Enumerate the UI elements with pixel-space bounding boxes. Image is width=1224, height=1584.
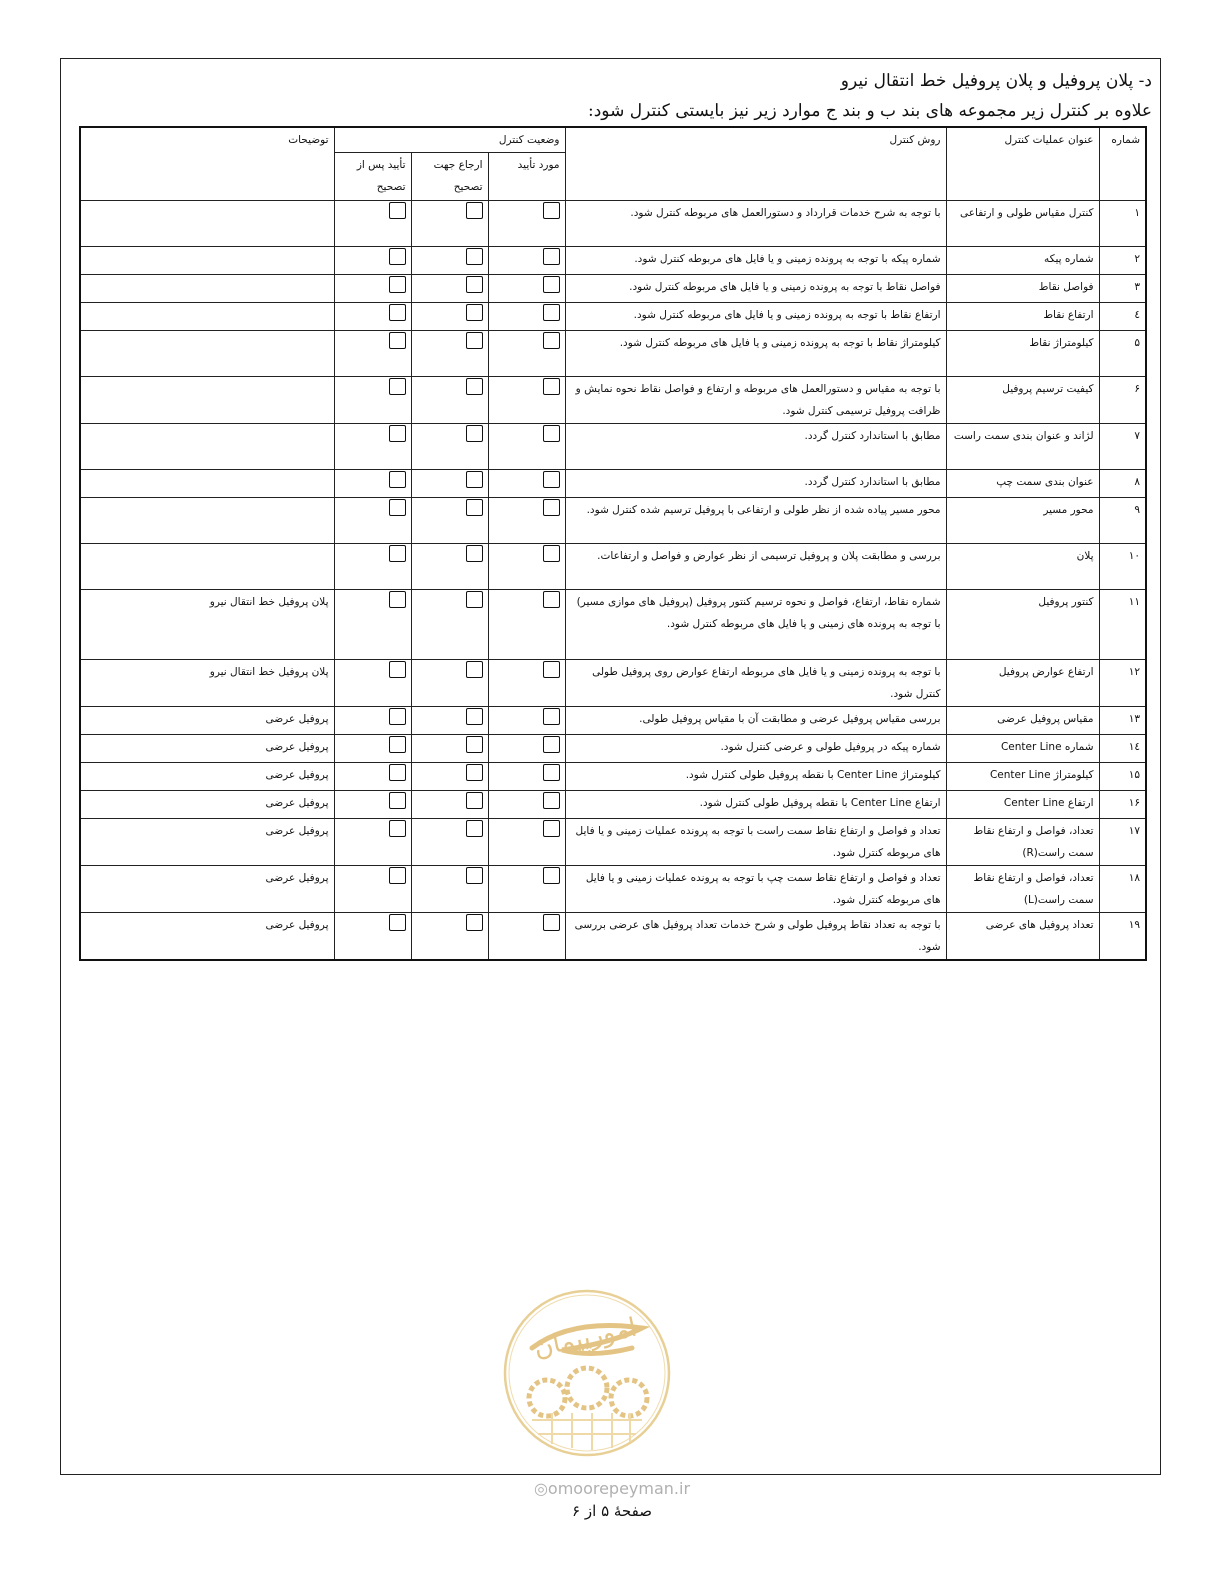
return-checkbox-cell: [411, 913, 488, 961]
row-note: پروفیل عرضی: [80, 819, 334, 866]
header-approved-after: تأیید پس از تصحیح: [334, 153, 411, 201]
row-number: ۶: [1099, 377, 1146, 424]
approved-checkbox[interactable]: [543, 661, 560, 678]
row-title: شماره Center Line: [946, 735, 1099, 763]
row-method: تعداد و فواصل و ارتفاع نقاط سمت چپ با توجه به پرونده عملیات زمینی و یا فایل های مربوطه کنترل شود.: [565, 866, 946, 913]
approved-checkbox[interactable]: [543, 591, 560, 608]
approved-after-checkbox[interactable]: [389, 591, 406, 608]
approved-checkbox[interactable]: [543, 332, 560, 349]
row-method: شماره پیکه با توجه به پرونده زمینی و یا فایل های مربوطه کنترل شود.: [565, 247, 946, 275]
return-checkbox-cell: [411, 866, 488, 913]
row-number: ۱۸: [1099, 866, 1146, 913]
row-number: ۸: [1099, 470, 1146, 498]
approved-after-checkbox-cell: [334, 791, 411, 819]
row-method: با توجه به مقیاس و دستورالعمل های مربوطه و ارتفاع و فواصل نقاط نحوه نمایش و ظرافت پروفیل ترسیمی کنترل شود.: [565, 377, 946, 424]
table-row: [80, 498, 1146, 544]
table-row: [80, 470, 1146, 498]
approved-after-checkbox[interactable]: [389, 867, 406, 884]
header-notes: توضیحات: [80, 127, 334, 201]
approved-after-checkbox[interactable]: [389, 332, 406, 349]
approved-checkbox-cell: [488, 866, 565, 913]
row-title: ارتفاع نقاط: [946, 303, 1099, 331]
row-note: [80, 331, 334, 377]
row-method: مطابق با استاندارد کنترل گردد.: [565, 470, 946, 498]
approved-checkbox-cell: [488, 590, 565, 660]
approved-after-checkbox[interactable]: [389, 378, 406, 395]
row-note: [80, 201, 334, 247]
return-checkbox[interactable]: [466, 425, 483, 442]
table-row: [80, 303, 1146, 331]
table-row: [80, 590, 1146, 660]
approved-after-checkbox-cell: [334, 819, 411, 866]
approved-checkbox[interactable]: [543, 425, 560, 442]
row-method: ارتفاع نقاط با توجه به پرونده زمینی و یا فایل های مربوطه کنترل شود.: [565, 303, 946, 331]
row-title: کیلومتراژ نقاط: [946, 331, 1099, 377]
page-number: صفحهٔ ۵ از ۶: [572, 1502, 652, 1520]
approved-checkbox[interactable]: [543, 545, 560, 562]
row-title: ارتفاع Center Line: [946, 791, 1099, 819]
approved-after-checkbox[interactable]: [389, 202, 406, 219]
approved-checkbox-cell: [488, 913, 565, 961]
approved-after-checkbox[interactable]: [389, 764, 406, 781]
header-return: ارجاع جهت تصحیح: [411, 153, 488, 201]
row-note: پروفیل عرضی: [80, 913, 334, 961]
return-checkbox[interactable]: [466, 332, 483, 349]
row-title: ارتفاع عوارض پروفیل: [946, 660, 1099, 707]
approved-after-checkbox[interactable]: [389, 820, 406, 837]
return-checkbox[interactable]: [466, 304, 483, 321]
return-checkbox-cell: [411, 247, 488, 275]
approved-after-checkbox[interactable]: [389, 248, 406, 265]
return-checkbox[interactable]: [466, 764, 483, 781]
row-method: فواصل نقاط با توجه به پرونده زمینی و یا فایل های مربوطه کنترل شود.: [565, 275, 946, 303]
return-checkbox-cell: [411, 791, 488, 819]
approved-after-checkbox[interactable]: [389, 792, 406, 809]
row-method: بررسی مقیاس پروفیل عرضی و مطابقت آن با مقیاس پروفیل طولی.: [565, 707, 946, 735]
approved-checkbox-cell: [488, 819, 565, 866]
row-number: ۱: [1099, 201, 1146, 247]
approved-checkbox-cell: [488, 331, 565, 377]
row-method: ارتفاع Center Line با نقطه پروفیل طولی کنترل شود.: [565, 791, 946, 819]
approved-checkbox[interactable]: [543, 764, 560, 781]
approved-checkbox-cell: [488, 470, 565, 498]
row-title: لژاند و عنوان بندی سمت راست: [946, 424, 1099, 470]
row-title: پلان: [946, 544, 1099, 590]
row-note: [80, 470, 334, 498]
row-title: تعداد، فواصل و ارتفاع نقاط سمت راست(R): [946, 819, 1099, 866]
table-row: [80, 424, 1146, 470]
row-note: [80, 303, 334, 331]
approved-after-checkbox[interactable]: [389, 304, 406, 321]
approved-after-checkbox-cell: [334, 424, 411, 470]
footer-url: ◎omoorepeyman.ir: [533, 1479, 691, 1498]
return-checkbox-cell: [411, 498, 488, 544]
row-number: ۲: [1099, 247, 1146, 275]
return-checkbox[interactable]: [466, 867, 483, 884]
row-number: ۳: [1099, 275, 1146, 303]
return-checkbox-cell: [411, 377, 488, 424]
approved-after-checkbox-cell: [334, 913, 411, 961]
return-checkbox-cell: [411, 660, 488, 707]
row-note: پروفیل عرضی: [80, 707, 334, 735]
row-number: ۵: [1099, 331, 1146, 377]
table-row: [80, 913, 1146, 961]
watermark-seal-logo: [502, 1288, 672, 1458]
return-checkbox[interactable]: [466, 792, 483, 809]
approved-after-checkbox[interactable]: [389, 545, 406, 562]
approved-checkbox-cell: [488, 201, 565, 247]
return-checkbox[interactable]: [466, 545, 483, 562]
header-number: شماره: [1099, 127, 1146, 201]
approved-checkbox-cell: [488, 498, 565, 544]
table-row: [80, 331, 1146, 377]
return-checkbox[interactable]: [466, 736, 483, 753]
return-checkbox[interactable]: [466, 661, 483, 678]
row-method: شماره نقاط، ارتفاع، فواصل و نحوه ترسیم کنتور پروفیل (پروفیل های موازی مسیر) با توجه به پرونده های زمینی و یا فایل های مربوطه کنترل شود.: [565, 590, 946, 660]
row-note: پلان پروفیل خط انتقال نیرو: [80, 660, 334, 707]
approved-checkbox-cell: [488, 247, 565, 275]
row-note: [80, 377, 334, 424]
return-checkbox-cell: [411, 707, 488, 735]
row-method: بررسی و مطابقت پلان و پروفیل ترسیمی از نظر عوارض و فواصل و ارتفاعات.: [565, 544, 946, 590]
control-table: [79, 126, 1147, 961]
heading-title: د- پلان پروفیل و پلان پروفیل خط انتقال نیرو: [840, 71, 1152, 91]
row-note: پروفیل عرضی: [80, 735, 334, 763]
return-checkbox[interactable]: [466, 820, 483, 837]
approved-checkbox-cell: [488, 707, 565, 735]
approved-checkbox-cell: [488, 763, 565, 791]
table-row: [80, 275, 1146, 303]
table-row: [80, 544, 1146, 590]
return-checkbox[interactable]: [466, 248, 483, 265]
approved-after-checkbox-cell: [334, 544, 411, 590]
approved-after-checkbox-cell: [334, 303, 411, 331]
row-note: [80, 275, 334, 303]
return-checkbox-cell: [411, 590, 488, 660]
return-checkbox-cell: [411, 763, 488, 791]
return-checkbox-cell: [411, 331, 488, 377]
row-title: مقیاس پروفیل عرضی: [946, 707, 1099, 735]
return-checkbox[interactable]: [466, 914, 483, 931]
approved-checkbox-cell: [488, 275, 565, 303]
row-method: کیلومتراژ Center Line با نقطه پروفیل طولی کنترل شود.: [565, 763, 946, 791]
row-title: محور مسیر: [946, 498, 1099, 544]
row-number: ٤: [1099, 303, 1146, 331]
row-note: [80, 498, 334, 544]
approved-after-checkbox[interactable]: [389, 914, 406, 931]
approved-checkbox[interactable]: [543, 867, 560, 884]
row-number: ۱۵: [1099, 763, 1146, 791]
approved-after-checkbox-cell: [334, 377, 411, 424]
table-row: [80, 377, 1146, 424]
row-title: کنتور پروفیل: [946, 590, 1099, 660]
row-note: پروفیل عرضی: [80, 791, 334, 819]
return-checkbox[interactable]: [466, 708, 483, 725]
return-checkbox[interactable]: [466, 202, 483, 219]
row-note: پروفیل عرضی: [80, 866, 334, 913]
row-number: ۹: [1099, 498, 1146, 544]
row-number: ۱۳: [1099, 707, 1146, 735]
table-row: [80, 247, 1146, 275]
row-note: [80, 424, 334, 470]
approved-checkbox[interactable]: [543, 736, 560, 753]
approved-checkbox-cell: [488, 424, 565, 470]
approved-after-checkbox-cell: [334, 763, 411, 791]
approved-checkbox[interactable]: [543, 792, 560, 809]
approved-after-checkbox-cell: [334, 660, 411, 707]
row-note: پروفیل عرضی: [80, 763, 334, 791]
approved-checkbox[interactable]: [543, 820, 560, 837]
row-title: تعداد، فواصل و ارتفاع نقاط سمت راست(L): [946, 866, 1099, 913]
header-method: روش کنترل: [565, 127, 946, 201]
row-method: تعداد و فواصل و ارتفاع نقاط سمت راست با توجه به پرونده عملیات زمینی و یا فایل های مربوطه کنترل شود.: [565, 819, 946, 866]
row-number: ۷: [1099, 424, 1146, 470]
approved-checkbox[interactable]: [543, 276, 560, 293]
row-number: ۱۶: [1099, 791, 1146, 819]
return-checkbox[interactable]: [466, 591, 483, 608]
row-title: فواصل نقاط: [946, 275, 1099, 303]
row-title: کیلومتراژ Center Line: [946, 763, 1099, 791]
approved-after-checkbox-cell: [334, 707, 411, 735]
approved-checkbox-cell: [488, 377, 565, 424]
row-method: با توجه به تعداد نقاط پروفیل طولی و شرح خدمات تعداد پروفیل های عرضی بررسی شود.: [565, 913, 946, 961]
approved-after-checkbox-cell: [334, 470, 411, 498]
return-checkbox[interactable]: [466, 471, 483, 488]
approved-checkbox[interactable]: [543, 378, 560, 395]
approved-after-checkbox[interactable]: [389, 736, 406, 753]
return-checkbox-cell: [411, 275, 488, 303]
approved-after-checkbox-cell: [334, 247, 411, 275]
row-title: کیفیت ترسیم پروفیل: [946, 377, 1099, 424]
table-row: [80, 660, 1146, 707]
approved-checkbox-cell: [488, 660, 565, 707]
approved-after-checkbox[interactable]: [389, 661, 406, 678]
row-note: [80, 544, 334, 590]
row-number: ۱٤: [1099, 735, 1146, 763]
heading-subtitle: علاوه بر کنترل زیر مجموعه های بند ب و بند ج موارد زیر نیز بایستی کنترل شود:: [587, 101, 1152, 121]
approved-checkbox-cell: [488, 791, 565, 819]
return-checkbox-cell: [411, 470, 488, 498]
approved-checkbox-cell: [488, 544, 565, 590]
row-number: ۱۱: [1099, 590, 1146, 660]
return-checkbox-cell: [411, 735, 488, 763]
return-checkbox[interactable]: [466, 378, 483, 395]
return-checkbox-cell: [411, 544, 488, 590]
approved-after-checkbox[interactable]: [389, 471, 406, 488]
row-title: شماره پیکه: [946, 247, 1099, 275]
approved-checkbox[interactable]: [543, 471, 560, 488]
row-number: ۱۰: [1099, 544, 1146, 590]
row-title: عنوان بندی سمت چپ: [946, 470, 1099, 498]
approved-after-checkbox-cell: [334, 590, 411, 660]
table-row: [80, 763, 1146, 791]
table-row: [80, 819, 1146, 866]
row-number: ۱۷: [1099, 819, 1146, 866]
row-number: ۱۲: [1099, 660, 1146, 707]
approved-after-checkbox-cell: [334, 735, 411, 763]
table-row: [80, 791, 1146, 819]
approved-checkbox-cell: [488, 735, 565, 763]
approved-checkbox[interactable]: [543, 304, 560, 321]
approved-after-checkbox[interactable]: [389, 276, 406, 293]
approved-after-checkbox-cell: [334, 866, 411, 913]
table-row: [80, 735, 1146, 763]
table-row: [80, 866, 1146, 913]
return-checkbox-cell: [411, 201, 488, 247]
section-heading: [588, 66, 1152, 126]
approved-after-checkbox-cell: [334, 331, 411, 377]
approved-after-checkbox-cell: [334, 275, 411, 303]
header-approved: مورد تأیید: [488, 153, 565, 201]
row-method: محور مسیر پیاده شده از نظر طولی و ارتفاعی با پروفیل ترسیم شده کنترل شود.: [565, 498, 946, 544]
approved-checkbox[interactable]: [543, 708, 560, 725]
row-method: با توجه به پرونده زمینی و یا فایل های مربوطه ارتفاع عوارض روی پروفیل طولی کنترل شود.: [565, 660, 946, 707]
row-note: [80, 247, 334, 275]
row-number: ۱۹: [1099, 913, 1146, 961]
row-title: کنترل مقیاس طولی و ارتفاعی: [946, 201, 1099, 247]
table-row: [80, 707, 1146, 735]
approved-checkbox[interactable]: [543, 202, 560, 219]
return-checkbox-cell: [411, 424, 488, 470]
header-status: وضعیت کنترل: [334, 127, 565, 153]
return-checkbox-cell: [411, 303, 488, 331]
table-row: [80, 201, 1146, 247]
approved-checkbox-cell: [488, 303, 565, 331]
row-method: شماره پیکه در پروفیل طولی و عرضی کنترل شود.: [565, 735, 946, 763]
approved-after-checkbox[interactable]: [389, 425, 406, 442]
approved-after-checkbox[interactable]: [389, 499, 406, 516]
row-method: با توجه به شرح خدمات قرارداد و دستورالعمل های مربوطه کنترل شود.: [565, 201, 946, 247]
approved-checkbox[interactable]: [543, 248, 560, 265]
row-method: مطابق با استاندارد کنترل گردد.: [565, 424, 946, 470]
approved-after-checkbox-cell: [334, 498, 411, 544]
header-title: عنوان عملیات کنترل: [946, 127, 1099, 201]
approved-after-checkbox[interactable]: [389, 708, 406, 725]
approved-checkbox[interactable]: [543, 499, 560, 516]
return-checkbox[interactable]: [466, 276, 483, 293]
row-title: تعداد پروفیل های عرضی: [946, 913, 1099, 961]
row-method: کیلومتراژ نقاط با توجه به پرونده زمینی و یا فایل های مربوطه کنترل شود.: [565, 331, 946, 377]
row-note: پلان پروفیل خط انتقال نیرو: [80, 590, 334, 660]
return-checkbox-cell: [411, 819, 488, 866]
approved-after-checkbox-cell: [334, 201, 411, 247]
return-checkbox[interactable]: [466, 499, 483, 516]
svg-text:امورپیمان: امورپیمان: [531, 1312, 640, 1364]
approved-checkbox[interactable]: [543, 914, 560, 931]
